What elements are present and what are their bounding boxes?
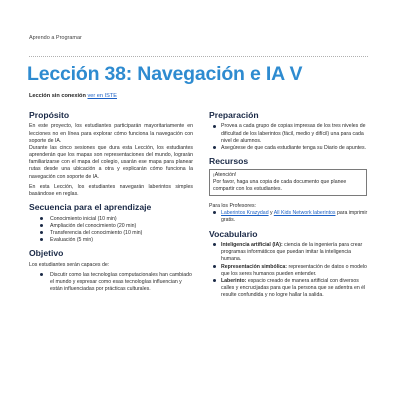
- note-title: ¡Atención!: [213, 171, 237, 178]
- list-item: Laberinto: espacio creado de manera artificial con diversos calles y encrucijadas para que la persona que se adentra en él resulte confundida y no logre hallar la salida.: [209, 278, 369, 300]
- bullet-icon: [213, 146, 216, 149]
- list-item: Discutir como las tecnologías computacionales han cambiado el mundo y expresar como esas tecnologías influencian y están influenciadas por prácticas culturales.: [29, 272, 193, 294]
- list-item: Asegúrese de que cada estudiante tenga su Diario de apuntes.: [209, 145, 369, 152]
- bullet-icon: [40, 238, 43, 241]
- left-column: [29, 111, 193, 293]
- secuencia-list: [29, 216, 193, 245]
- list-item: Provea a cada grupo de copias impresas de los tres niveles de dificultad de los laberintos (fácil, medio y difícil) una para cada nivel de alumnos.: [209, 123, 369, 145]
- list-item: Representación simbólica: representación de datos o modelo que los seres humanos pueden entender.: [209, 264, 369, 278]
- proposito-heading: Propósito: [29, 110, 70, 120]
- bullet-icon: [213, 265, 216, 268]
- page-title: Lección 38: Navegación e IA V: [27, 63, 303, 85]
- proposito-paragraph-3: En esta Lección, los estudiantes navegarán laberintos simples basándose en reglas.: [29, 183, 193, 197]
- bullet-icon: [213, 125, 216, 128]
- list-item: Laberintos Krazydad y All Kids Network laberintos para imprimir gratis.: [209, 210, 369, 224]
- profesores-label: Para los Profesores:: [209, 203, 256, 210]
- preparacion-heading: Preparación: [209, 110, 259, 120]
- preparacion-list: [209, 123, 369, 152]
- lesson-mode-line: [29, 93, 117, 99]
- secuencia-heading: Secuencia para el aprendizaje: [29, 202, 152, 213]
- list-item: Ampliación del conocimiento (20 min): [29, 223, 193, 230]
- vocabulario-list: [209, 242, 369, 299]
- list-item: Inteligencia artificial (IA): ciencia de la ingeniería para crear programas informáticos que puedan imitar la inteligencia humana.: [209, 242, 369, 264]
- recursos-heading: Recursos: [209, 156, 249, 167]
- bullet-icon: [213, 279, 216, 282]
- objetivo-intro: Los estudiantes serán capaces de:: [29, 261, 110, 268]
- krazydad-link[interactable]: Laberintos Krazydad: [221, 210, 269, 217]
- recursos-list: [209, 210, 369, 224]
- proposito-paragraph-1: En este proyecto, los estudiantes participarán mayoritariamente en lecciones no en línea para explorar cómo funciona la navegación con soporte de IA.: [29, 123, 193, 144]
- bullet-icon: [40, 273, 43, 276]
- all-kids-network-link[interactable]: All Kids Network laberintos: [273, 210, 336, 217]
- vocabulario-heading: Vocabulario: [209, 228, 258, 239]
- bullet-icon: [40, 224, 43, 227]
- list-item: Evaluación (5 min): [29, 237, 193, 244]
- objetivo-heading: Objetivo: [29, 248, 64, 259]
- header-divider: [29, 56, 368, 57]
- attention-note: [209, 169, 367, 197]
- bullet-icon: [213, 243, 216, 246]
- list-item: Transferencia del conocimiento (10 min): [29, 230, 193, 237]
- bullet-icon: [40, 217, 43, 220]
- iste-link[interactable]: ver en ISTE: [87, 93, 117, 99]
- right-column: [209, 111, 369, 299]
- list-item: Conocimiento inicial (10 min): [29, 216, 193, 223]
- objetivo-list: [29, 272, 193, 294]
- course-header: Aprendo a Programar: [29, 35, 82, 41]
- note-text: Por favor, haga una copia de cada documento que planee compartir con los estudiantes.: [213, 178, 347, 192]
- proposito-paragraph-2: Durante las cinco sesiones que dura esta Lección, los estudiantes aprenderán que los mapas son representaciones del mundo, lograrán familiarizarse con el mapa del colegio, usarán ese mapa para planear rutas desde una ubicación a otra y explicarán cómo funciona la navegación con soporte de IA.: [29, 144, 193, 180]
- lesson-mode-label: Lección sin conexión: [29, 93, 86, 99]
- bullet-icon: [213, 211, 216, 214]
- bullet-icon: [40, 231, 43, 234]
